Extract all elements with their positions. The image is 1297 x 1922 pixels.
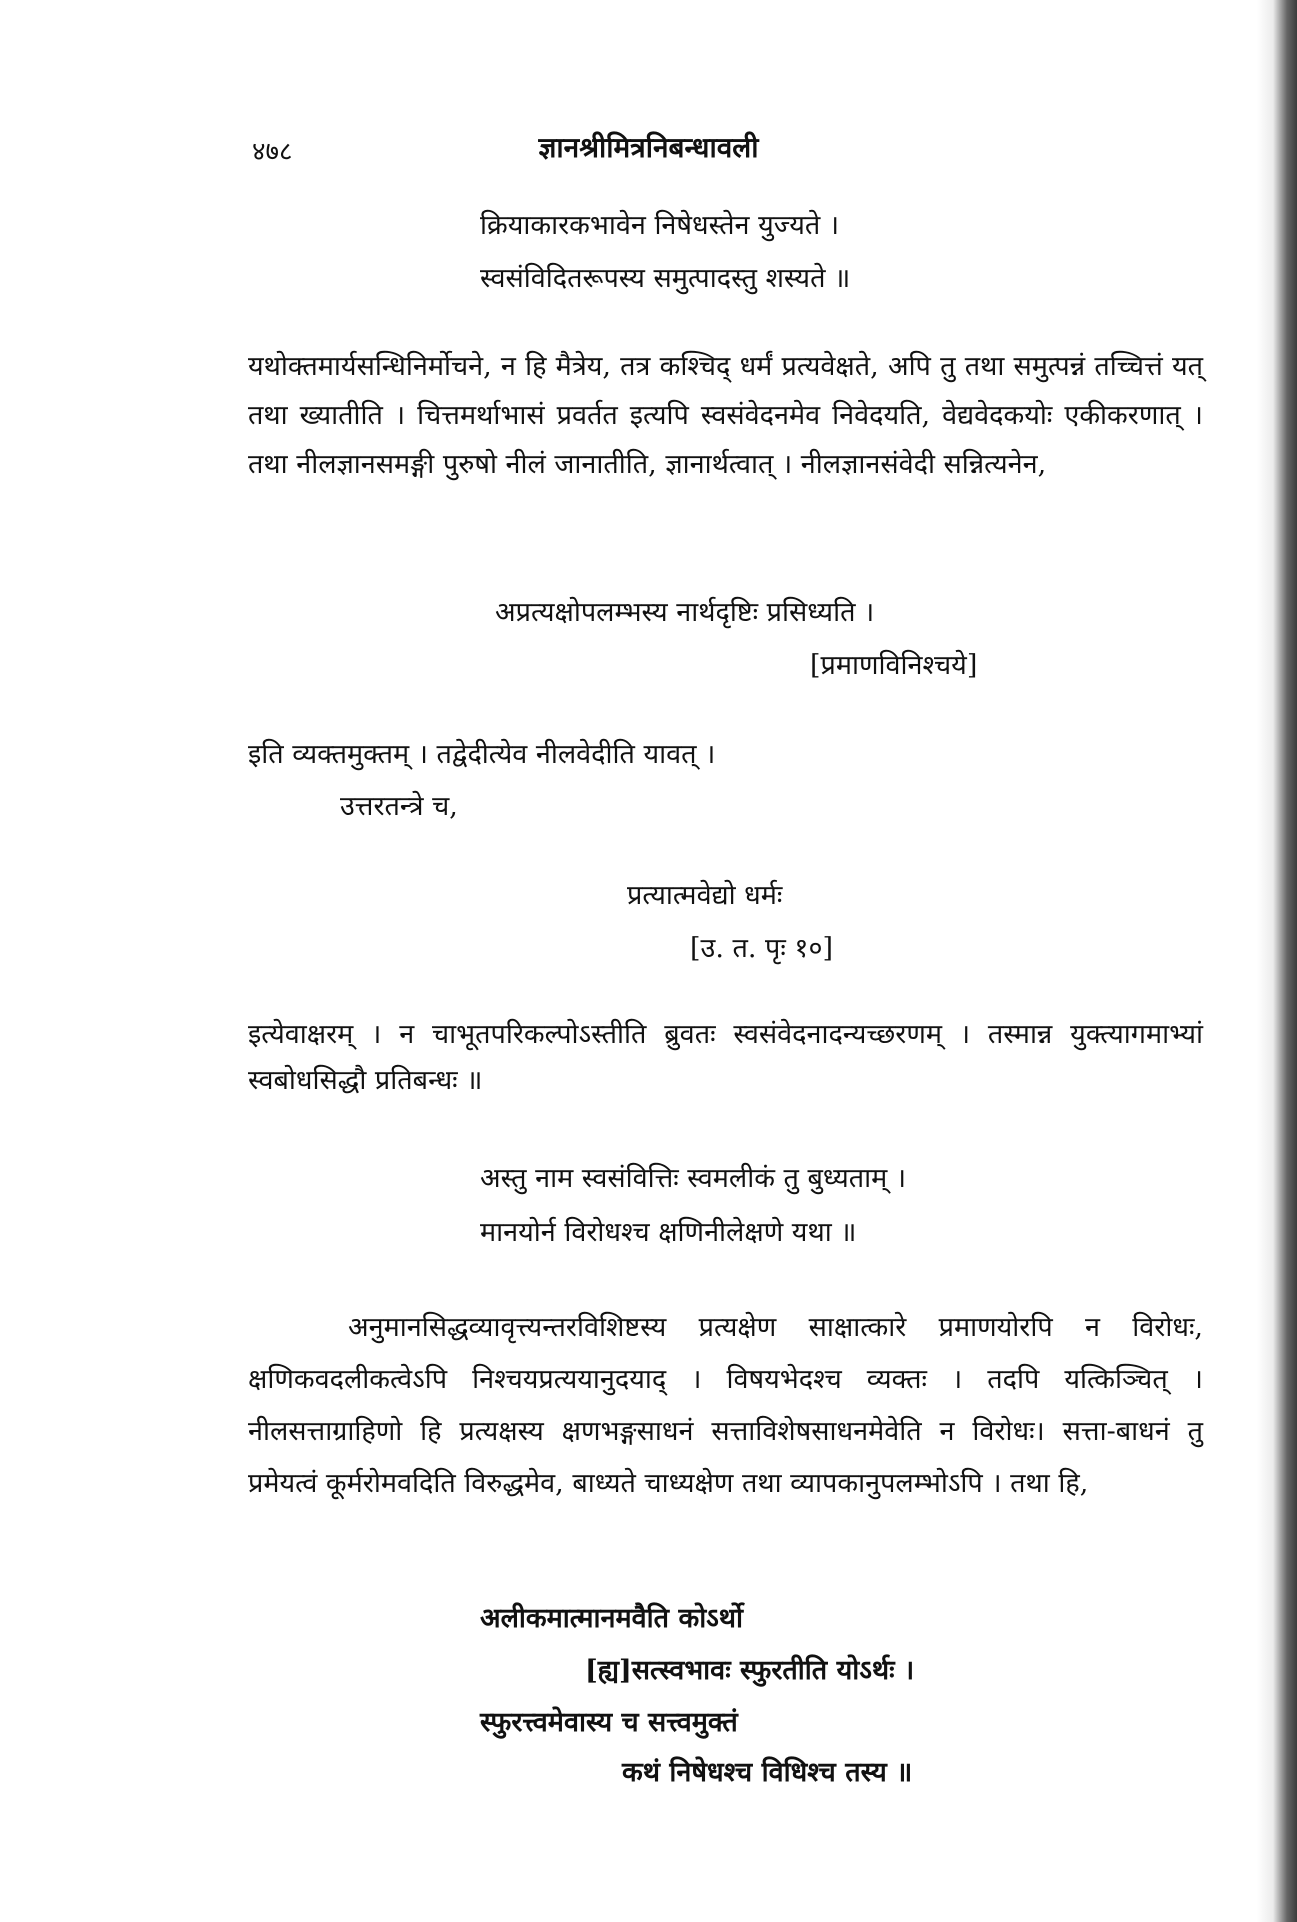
quote1-citation: [प्रमाणविनिश्चये] [810,650,978,681]
quote1-line: अप्रत्यक्षोपलम्भस्य नार्थदृष्टिः प्रसिध्यति । [495,597,875,628]
verse2-line1: अस्तु नाम स्वसंवित्तिः स्वमलीकं तु बुध्यताम् । [480,1163,907,1194]
paragraph-1: यथोक्तमार्यसन्धिनिर्मोचने, न हि मैत्रेय, तत्र कश्चिद् धर्मं प्रत्यवेक्षते, अपि तु तथा समुत्पन्नं तच्चित्तं यत् तथा ख्यातीति । चित्तमर्थाभासं प्रवर्तत इत्यपि स्वसंवेदनमेव निवेदयति, वेद्यवेदकयोः एकीकरणात् । तथा नीलज्ञानसमङ्गी पुरुषो नीलं जानातीति, ज्ञानार्थत्वात् । नीलज्ञानसंवेदी सन्नित्यनेन, [248,351,1203,480]
verse3-line2: [ह्य]सत्स्वभावः स्फुरतीति योऽर्थः । [585,1655,915,1686]
running-title: ज्ञानश्रीमित्रनिबन्धावली [538,131,759,164]
paragraph-2-line1: इति व्यक्तमुक्तम् । तद्वेदीत्येव नीलवेदीति यावत् । [248,739,716,770]
verse1-line2: स्वसंविदितरूपस्य समुत्पादस्तु शस्यते ॥ [480,263,851,294]
verse2-line2: मानयोर्न विरोधश्च क्षणिनीलेक्षणे यथा ॥ [480,1217,857,1248]
verse1-line1: क्रियाकारकभावेन निषेधस्तेन युज्यते । [480,210,840,241]
quote2-citation: [उ. त. पृः १०] [690,933,834,964]
verse3-line1: अलीकमात्मानमवैति कोऽर्थो [480,1603,744,1634]
paragraph-2-line2: उत्तरतन्त्रे च, [340,791,458,822]
quote2-line: प्रत्यात्मवेद्यो धर्मः [627,880,783,911]
scanned-page-edge [1257,0,1297,1922]
paragraph-3: इत्येवाक्षरम् । न चाभूतपरिकल्पोऽस्तीति ब्रुवतः स्वसंवेदनादन्यच्छरणम् । तस्मान्न युक्त्यागमाभ्यां स्वबोधसिद्धौ प्रतिबन्धः ॥ [248,1019,1203,1096]
verse3-line4: कथं निषेधश्च विधिश्च तस्य ॥ [622,1757,913,1788]
verse3-line3: स्फुरत्त्वमेवास्य च सत्त्वमुक्तं [480,1707,738,1738]
paragraph-4: अनुमानसिद्धव्यावृत्त्यन्तरविशिष्टस्य प्रत्यक्षेण साक्षात्कारे प्रमाणयोरपि न विरोधः, क्षणिकवदलीकत्वेऽपि निश्चयप्रत्ययानुदयाद् । विषयभेदश्च व्यक्तः । तदपि यत्किञ्चित् । नीलसत्ताग्राहिणो हि प्रत्यक्षस्य क्षणभङ्गसाधनं सत्ताविशेषसाधनमेवेति न विरोधः। सत्ता-बाधनं तु प्रमेयत्वं कूर्मरोमवदिति विरुद्धमेव, बाध्यते चाध्यक्षेण तथा व्यापकानुपलम्भोऽपि । तथा हि, [248,1312,1203,1499]
page-number: ४७८ [252,137,293,167]
